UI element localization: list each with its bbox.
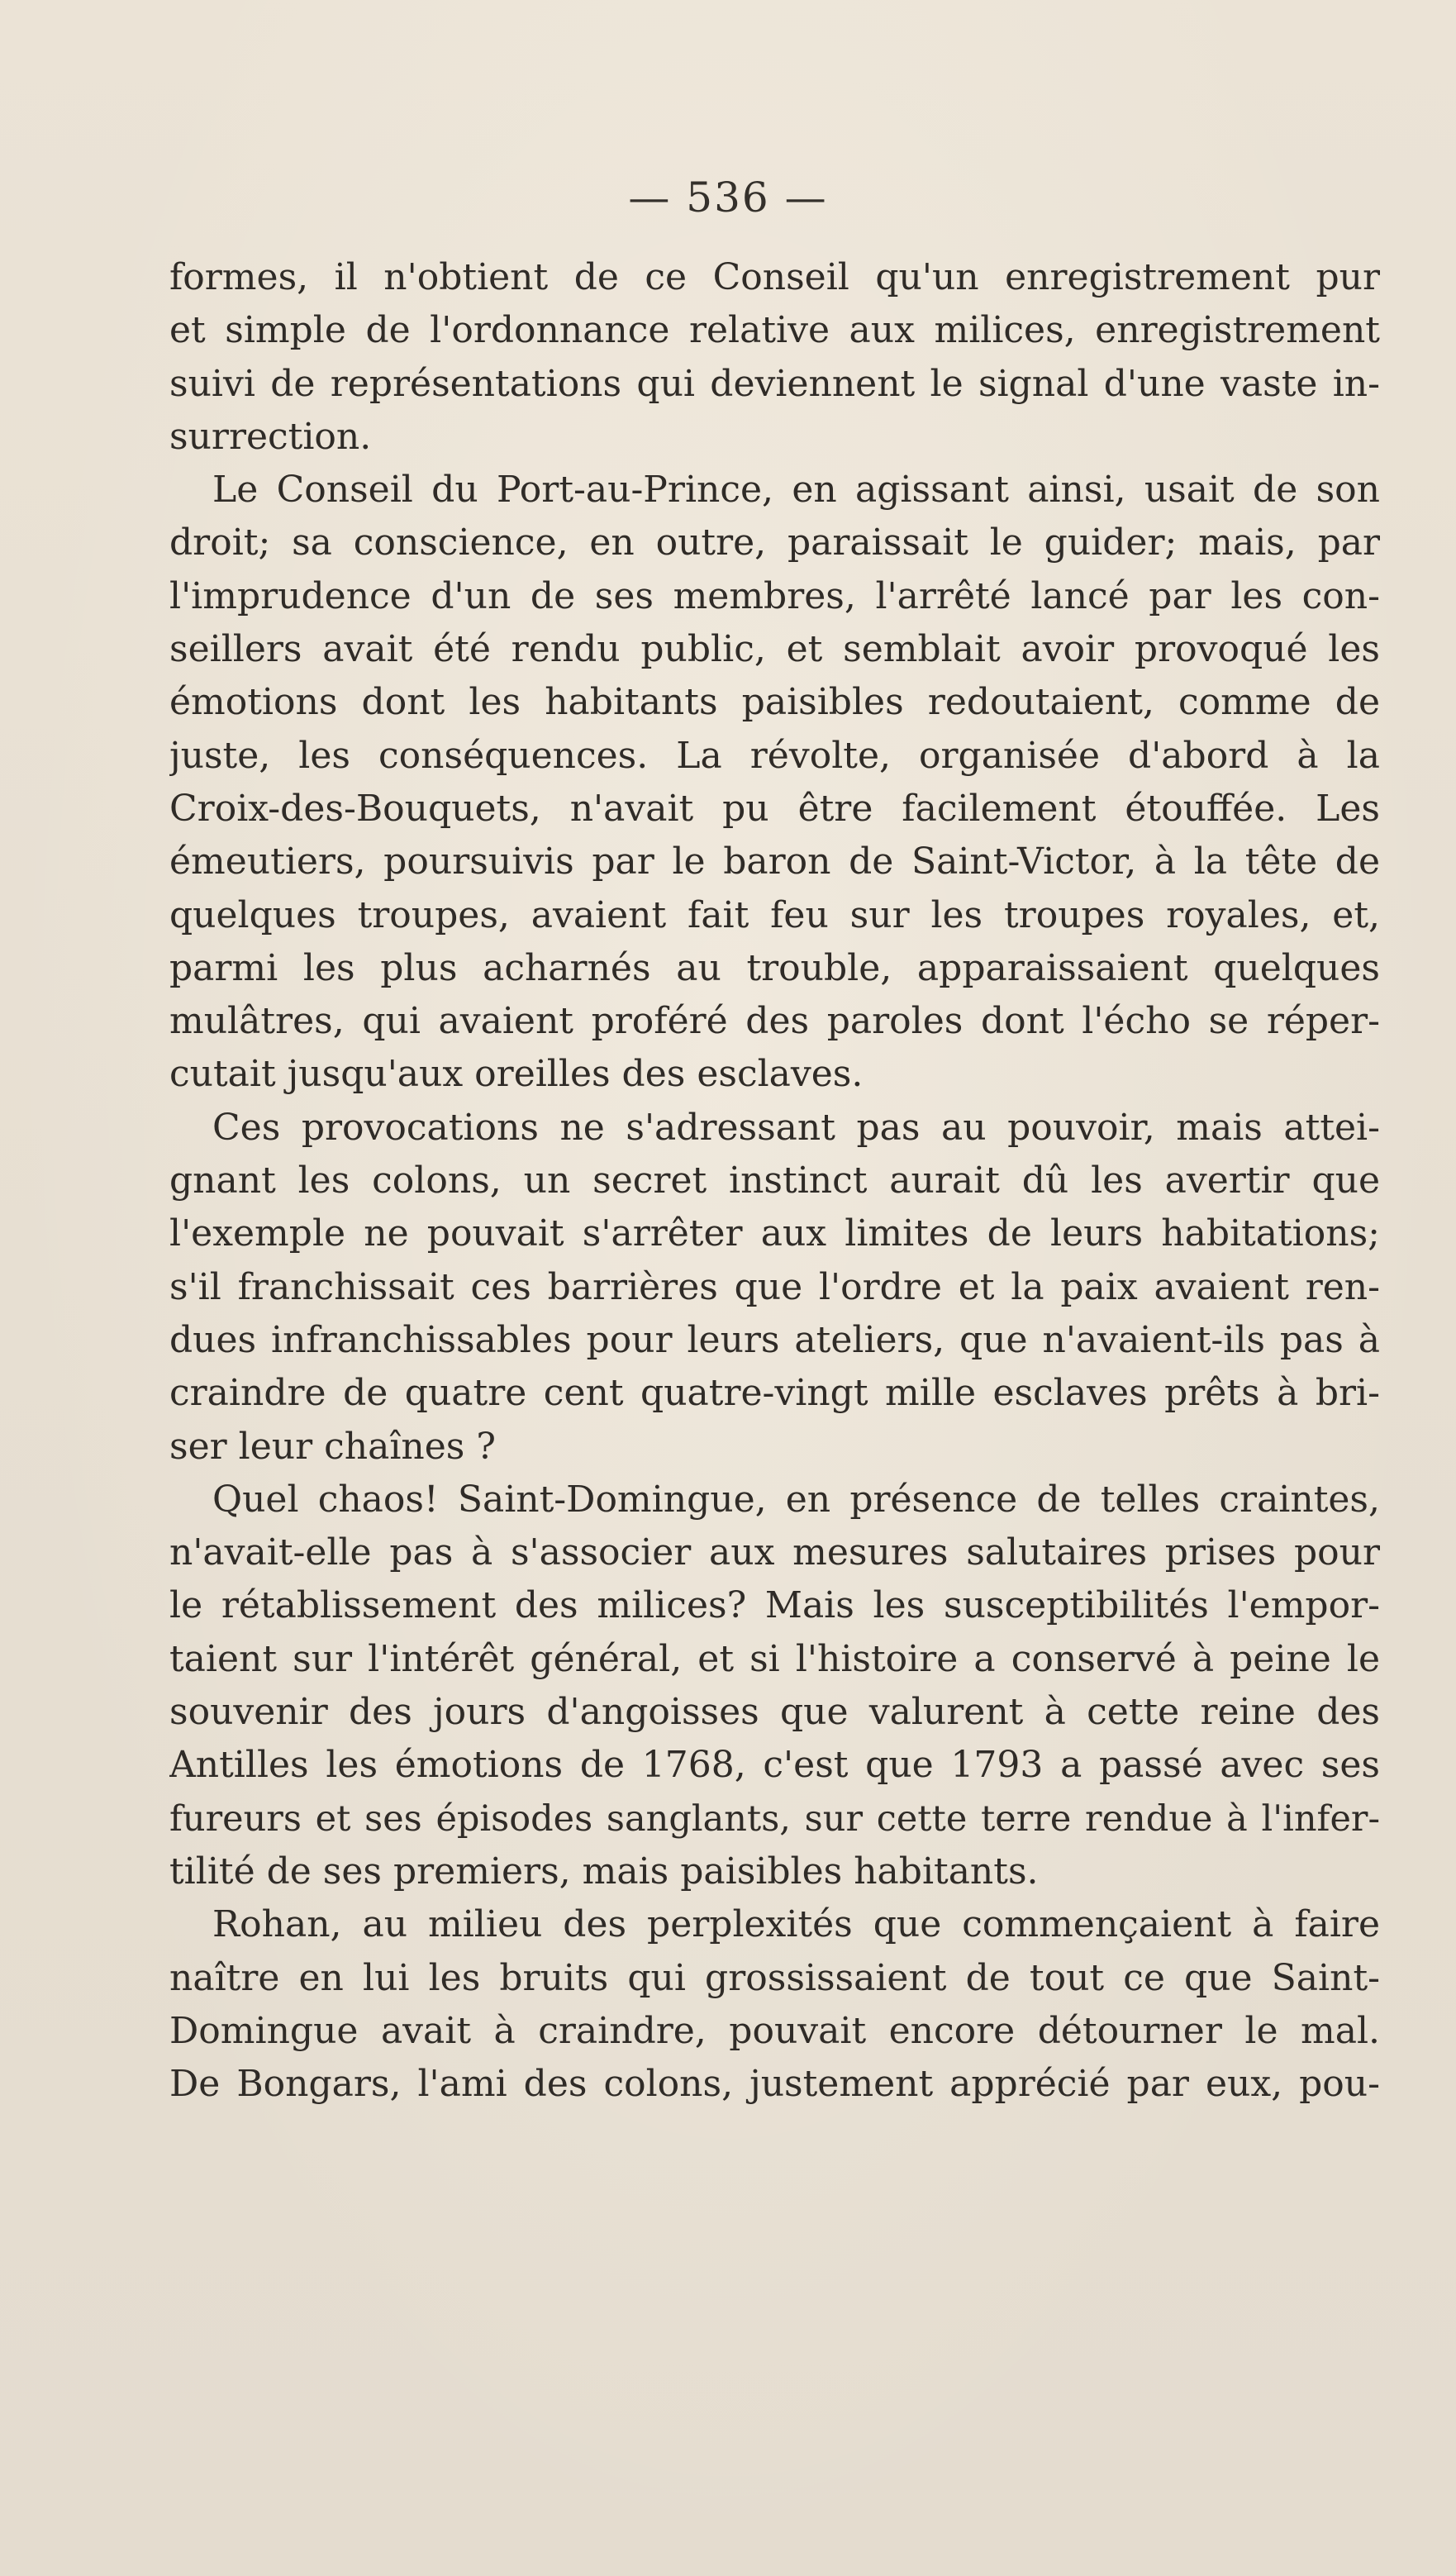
text-line: Croix-des-Bouquets, n'avait pu être facilement étouffée. Les — [169, 787, 1380, 830]
text-line: cutait jusqu'aux oreilles des esclaves. — [169, 1053, 864, 1096]
text-line: Ces provocations ne s'adressant pas au pouvoir, mais attei- — [212, 1106, 1380, 1149]
text-line: juste, les conséquences. La révolte, organisée d'abord à la — [169, 734, 1380, 777]
text-line: n'avait-elle pas à s'associer aux mesures salutaires prises pour — [169, 1531, 1380, 1574]
text-line: tilité de ses premiers, mais paisibles habitants. — [169, 1850, 1039, 1893]
text-line: et simple de l'ordonnance relative aux milices, enregistrement — [169, 309, 1380, 352]
body-text — [169, 251, 1380, 2111]
text-line: seillers avait été rendu public, et semblait avoir provoqué les — [169, 628, 1380, 671]
text-line: Quel chaos! Saint-Domingue, en présence de telles craintes, — [212, 1478, 1380, 1521]
text-line: gnant les colons, un secret instinct aurait dû les avertir que — [169, 1159, 1380, 1202]
text-line: Le Conseil du Port-au-Prince, en agissant ainsi, usait de son — [212, 469, 1380, 512]
text-line: dues infranchissables pour leurs ateliers, que n'avaient-ils pas à — [169, 1318, 1380, 1361]
text-line: ser leur chaînes ? — [169, 1425, 496, 1468]
text-line: émeutiers, poursuivis par le baron de Saint-Victor, à la tête de — [169, 840, 1380, 883]
text-line: quelques troupes, avaient fait feu sur les troupes royales, et, — [169, 893, 1380, 936]
text-line: fureurs et ses épisodes sanglants, sur cette terre rendue à l'infer- — [169, 1797, 1380, 1840]
text-line: Domingue avait à craindre, pouvait encore détourner le mal. — [169, 2009, 1380, 2052]
text-line: craindre de quatre cent quatre-vingt mille esclaves prêts à bri- — [169, 1372, 1380, 1415]
text-line: surrection. — [169, 415, 372, 458]
text-line: émotions dont les habitants paisibles redoutaient, comme de — [169, 681, 1380, 724]
text-line: Rohan, au milieu des perplexités que commençaient à faire — [212, 1903, 1380, 1946]
text-line: droit; sa conscience, en outre, paraissait le guider; mais, par — [169, 521, 1380, 564]
text-line: suivi de représentations qui deviennent le signal d'une vaste in- — [169, 362, 1380, 405]
text-line: s'il franchissait ces barrières que l'ordre et la paix avaient ren- — [169, 1265, 1380, 1308]
text-line: Antilles les émotions de 1768, c'est que 1793 a passé avec ses — [169, 1744, 1380, 1787]
text-line: le rétablissement des milices? Mais les susceptibilités l'empor- — [169, 1584, 1380, 1627]
text-line: formes, il n'obtient de ce Conseil qu'un enregistrement pur — [169, 256, 1380, 298]
text-line: souvenir des jours d'angoisses que valurent à cette reine des — [169, 1691, 1380, 1734]
text-line: l'exemple ne pouvait s'arrêter aux limites de leurs habitations; — [169, 1212, 1380, 1255]
page-number: — 536 — — [628, 174, 828, 221]
text-line: mulâtres, qui avaient proféré des paroles dont l'écho se réper- — [169, 1000, 1380, 1043]
text-line: naître en lui les bruits qui grossissaient de tout ce que Saint- — [169, 1956, 1380, 1999]
text-line: parmi les plus acharnés au trouble, apparaissaient quelques — [169, 946, 1380, 989]
text-line: taient sur l'intérêt général, et si l'histoire a conservé à peine le — [169, 1637, 1380, 1680]
text-line: De Bongars, l'ami des colons, justement apprécié par eux, pou- — [169, 2063, 1380, 2106]
text-line: l'imprudence d'un de ses membres, l'arrêté lancé par les con- — [169, 574, 1380, 617]
